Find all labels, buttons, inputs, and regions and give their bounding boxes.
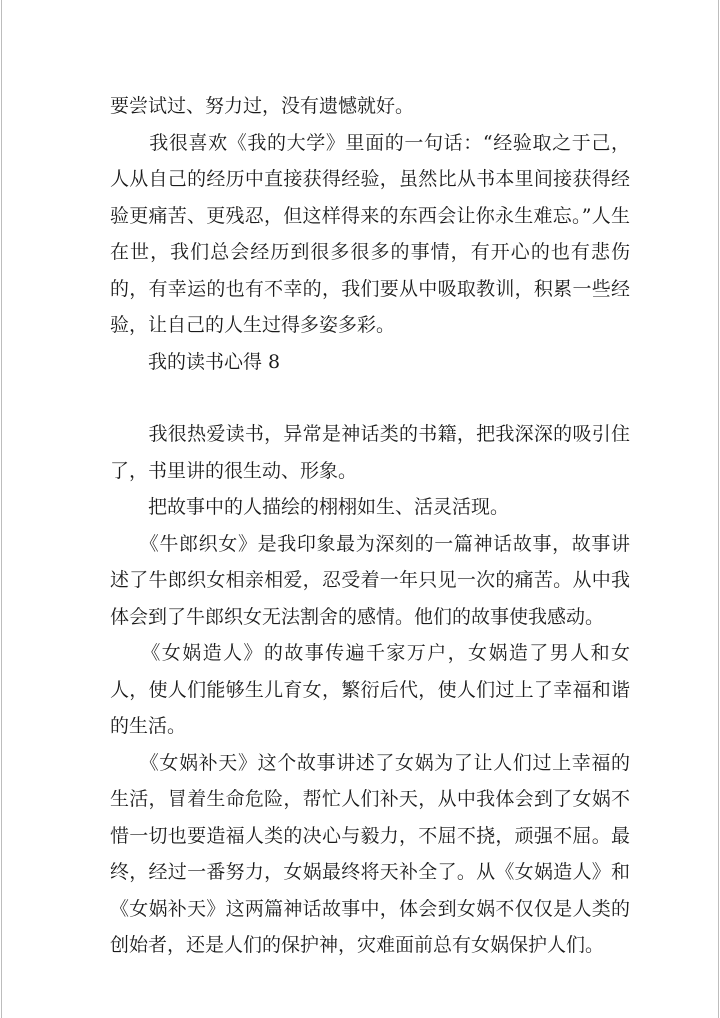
page-edge-left bbox=[1, 0, 2, 1018]
paragraph-nuwa-mends-sky: 《女娲补天》这个故事讲述了女娲为了让人们过上幸福的生活，冒着生命危险，帮忙人们补天，从中我体会到了女娲不惜一切也要造福人类的决心与毅力，不屈不挠，顽强不屈。最终，经过一番努力，女娲最终将天补全了。从《女娲造人》和《女娲补天》这两篇神话故事中，体会到女娲不仅仅是人类的创始者，还是人们的保护神，灾难面前总有女娲保护人们。 bbox=[110, 751, 630, 956]
paragraph-spacer bbox=[110, 380, 630, 416]
paragraph-continuation: 要尝试过、努力过，没有遗憾就好。 bbox=[110, 95, 415, 117]
paragraph-cowherd-weaver: 《牛郎织女》是我印象最为深刻的一篇神话故事，故事讲述了牛郎织女相亲相爱，忍受着一年只见一次的痛苦。从中我体会到了牛郎织女无法割舍的感情。他们的故事使我感动。 bbox=[110, 532, 630, 628]
paragraph-vivid-characters: 把故事中的人描绘的栩栩如生、活灵活现。 bbox=[110, 496, 510, 518]
document-body bbox=[110, 88, 630, 964]
paragraph-my-university-quote: 我很喜欢《我的大学》里面的一句话：“经验取之于己，人从自己的经历中直接获得经验，虽然比从书本里间接获得经验更痛苦、更残忍，但这样得来的东西会让你永生难忘。”人生在世，我们总会经历到很多很多的事情，有开心的也有悲伤的，有幸运的也有不幸的，我们要从中吸取教训，积累一些经验，让自己的人生过得多姿多彩。 bbox=[110, 131, 630, 336]
paragraph-nuwa-creates-humans: 《女娲造人》的故事传遍千家万户，女娲造了男人和女人，使人们能够生儿育女，繁衍后代，使人们过上了幸福和谐的生活。 bbox=[110, 642, 630, 737]
paragraph-love-reading: 我很热爱读书，异常是神话类的书籍，把我深深的吸引住了，书里讲的很生动、形象。 bbox=[110, 423, 630, 482]
page-edge-right bbox=[718, 0, 719, 1018]
section-heading: 我的读书心得 8 bbox=[110, 350, 281, 373]
